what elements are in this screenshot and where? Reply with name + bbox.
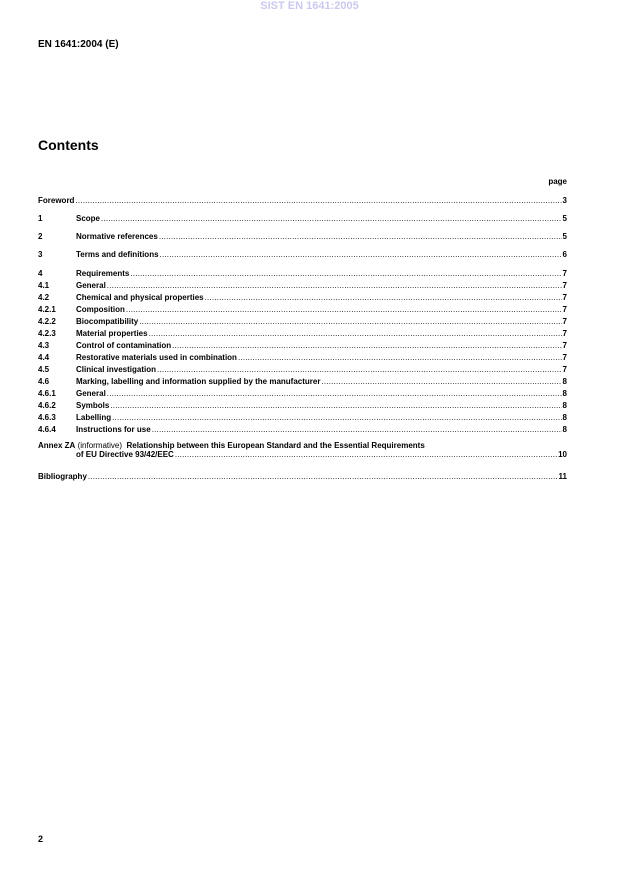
leader-dots [126, 305, 562, 314]
toc-entry-annex-za[interactable] [38, 441, 567, 459]
toc-page-number: 11 [558, 472, 567, 481]
toc-page-number: 8 [562, 389, 567, 398]
toc-section-number: 4.4 [38, 353, 50, 362]
leader-dots [238, 353, 562, 362]
document-id: EN 1641:2004 (E) [38, 39, 119, 50]
toc-label: General [76, 281, 106, 290]
toc-page-number: 7 [562, 341, 567, 350]
toc-label: Foreword [38, 196, 75, 205]
toc-entry[interactable] [38, 317, 567, 326]
toc-section-number: 4.1 [38, 281, 50, 290]
annex-title-line1: Relationship between this European Standard and the Essential Requirements [126, 441, 425, 450]
leader-dots [112, 413, 561, 422]
toc-page-number: 3 [562, 196, 567, 205]
leader-dots [157, 365, 562, 374]
toc-section-number: 4.2 [38, 293, 50, 302]
toc-entry[interactable] [38, 196, 567, 205]
leader-dots [159, 232, 562, 241]
toc-label: Chemical and physical properties [76, 293, 204, 302]
page-title: Contents [38, 137, 99, 153]
toc-section-number: 2 [38, 232, 43, 241]
toc-label: Instructions for use [76, 425, 151, 434]
toc-page-number: 10 [558, 450, 567, 459]
toc-entry[interactable] [38, 389, 567, 398]
leader-dots [175, 450, 557, 459]
toc-page-number: 8 [562, 377, 567, 386]
leader-dots [110, 401, 561, 410]
toc-label: Marking, labelling and information supplied by the manufacturer [76, 377, 321, 386]
page-column-header: page [548, 177, 567, 186]
toc-entry[interactable] [38, 281, 567, 290]
toc-page-number: 7 [562, 293, 567, 302]
toc-page-number: 8 [562, 401, 567, 410]
leader-dots [75, 196, 561, 205]
toc-page-number: 7 [562, 281, 567, 290]
toc-label: Bibliography [38, 472, 87, 481]
annex-title-line2: of EU Directive 93/42/EEC [76, 450, 174, 459]
leader-dots [139, 317, 561, 326]
toc-page-number: 7 [562, 305, 567, 314]
toc-section-number: 4.6.2 [38, 401, 56, 410]
toc-label: General [76, 389, 106, 398]
toc-label: Scope [76, 214, 101, 223]
annex-qualifier: (informative) [77, 441, 123, 450]
toc-label: Material properties [76, 329, 148, 338]
toc-page-number: 7 [562, 269, 567, 278]
toc-page-number: 5 [562, 232, 567, 241]
leader-dots [321, 377, 561, 386]
leader-dots [130, 269, 561, 278]
leader-dots [160, 250, 562, 259]
toc-section-number: 1 [38, 214, 43, 223]
toc-page-number: 7 [562, 365, 567, 374]
toc-entry[interactable] [38, 232, 567, 241]
toc-label: Normative references [76, 232, 158, 241]
toc-section-number: 4.6 [38, 377, 50, 386]
toc-entry[interactable] [38, 329, 567, 338]
toc-section-number: 4.2.2 [38, 317, 56, 326]
leader-dots [107, 389, 562, 398]
footer-page-number: 2 [38, 834, 44, 844]
toc-section-number: 4.3 [38, 341, 50, 350]
annex-prefix: Annex ZA [38, 441, 76, 450]
toc-entry[interactable] [38, 377, 567, 386]
toc-section-number: 4.2.1 [38, 305, 56, 314]
toc-page-number: 5 [562, 214, 567, 223]
toc-entry[interactable] [38, 214, 567, 223]
toc-section-number: 4.5 [38, 365, 50, 374]
toc-entry[interactable] [38, 413, 567, 422]
leader-dots [205, 293, 562, 302]
toc-label: Terms and definitions [76, 250, 159, 259]
toc-page-number: 6 [562, 250, 567, 259]
toc-page-number: 7 [562, 353, 567, 362]
leader-dots [172, 341, 561, 350]
watermark: SIST EN 1641:2005 [260, 0, 359, 12]
toc-entry[interactable] [38, 250, 567, 259]
toc-section-number: 4.2.3 [38, 329, 56, 338]
toc-entry[interactable] [38, 341, 567, 350]
toc-label: Requirements [76, 269, 130, 278]
toc-page-number: 7 [562, 329, 567, 338]
toc-section-number: 4.6.4 [38, 425, 56, 434]
leader-dots [101, 214, 562, 223]
toc-section-number: 4.6.3 [38, 413, 56, 422]
toc-page-number: 8 [562, 425, 567, 434]
toc-entry[interactable] [38, 305, 567, 314]
toc-section-number: 4.6.1 [38, 389, 56, 398]
toc-entry[interactable] [38, 401, 567, 410]
toc-page-number: 7 [562, 317, 567, 326]
toc-entry[interactable] [38, 365, 567, 374]
toc-entry[interactable] [38, 269, 567, 278]
leader-dots [152, 425, 562, 434]
toc-label: Control of contamination [76, 341, 172, 350]
toc-label: Biocompatibility [76, 317, 139, 326]
toc-entry[interactable] [38, 353, 567, 362]
toc-label: Labelling [76, 413, 112, 422]
toc-entry-bibliography[interactable] [38, 472, 567, 481]
toc-section-number: 4 [38, 269, 43, 278]
toc-label: Clinical investigation [76, 365, 157, 374]
leader-dots [107, 281, 562, 290]
toc-section-number: 3 [38, 250, 43, 259]
toc-label: Restorative materials used in combination [76, 353, 237, 362]
leader-dots [149, 329, 562, 338]
toc-entry[interactable] [38, 293, 567, 302]
toc-label: Composition [76, 305, 125, 314]
leader-dots [88, 472, 558, 481]
toc-page-number: 8 [562, 413, 567, 422]
toc-entry[interactable] [38, 425, 567, 434]
toc-label: Symbols [76, 401, 110, 410]
